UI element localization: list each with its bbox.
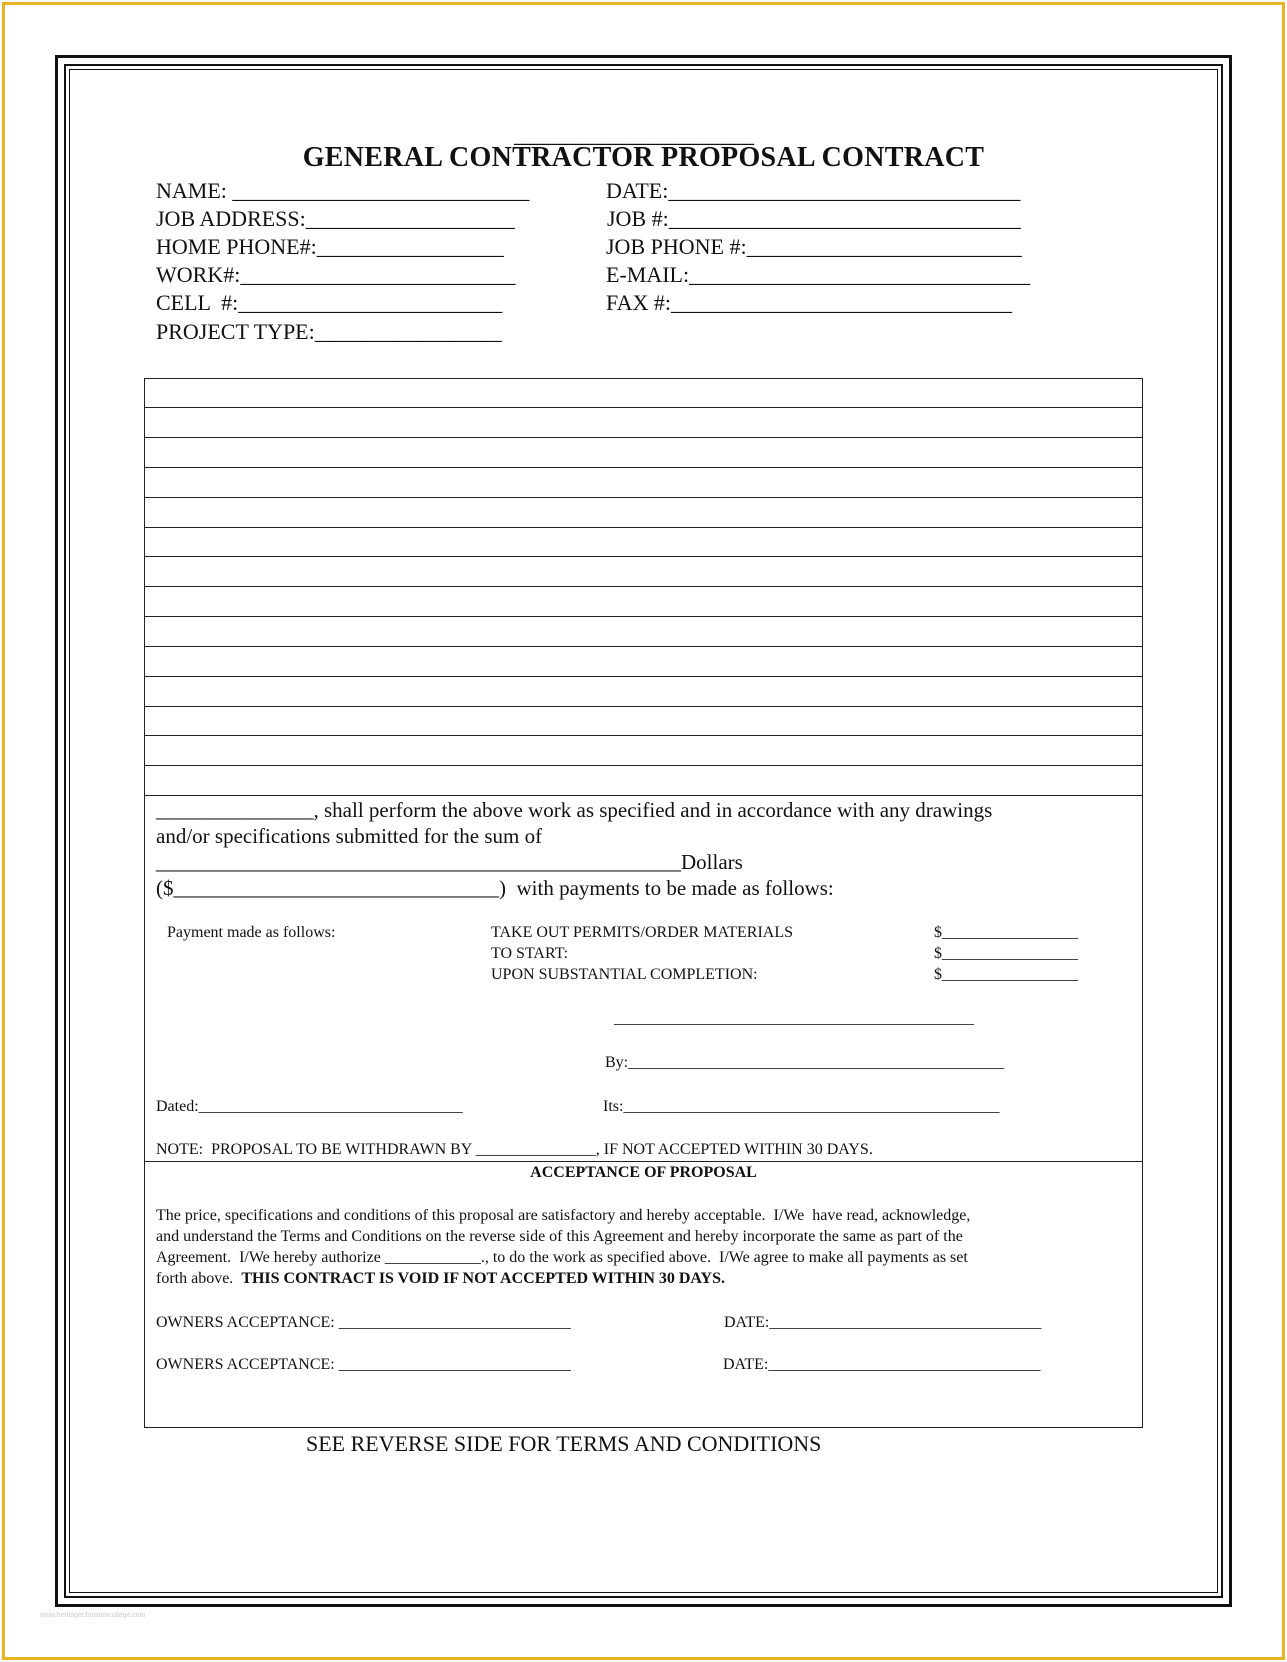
description-line: [144, 706, 1143, 707]
by-line: By:_______________________________________________: [605, 1054, 1005, 1071]
reverse-side-note: SEE REVERSE SIDE FOR TERMS AND CONDITIONS: [306, 1431, 822, 1456]
description-line: [144, 795, 1143, 796]
acceptance-heading: ACCEPTANCE OF PROPOSAL: [530, 1164, 757, 1181]
void-notice: THIS CONTRACT IS VOID IF NOT ACCEPTED WITHIN 30 DAYS.: [241, 1270, 725, 1287]
description-line: [144, 586, 1143, 587]
payment-amount-1: $_________________: [934, 924, 1078, 941]
acceptance-text-plain: forth above.: [156, 1270, 242, 1287]
owners-date-2: DATE:__________________________________: [723, 1356, 1041, 1373]
description-line: [144, 765, 1143, 766]
description-line: [144, 527, 1143, 528]
acceptance-text-line2: and understand the Terms and Conditions on the reverse side of this Agreement and hereby incorporate the same as part of the: [156, 1228, 963, 1245]
job-address-field: JOB ADDRESS:___________________: [156, 206, 515, 231]
cell-field: CELL #:________________________: [156, 290, 503, 315]
acceptance-text-line3: Agreement. I/We hereby authorize ____________., to do the work as specified above. I/We agree to make all payments as set: [156, 1249, 968, 1266]
payments-line: ($_______________________________) with payments to be made as follows:: [156, 876, 834, 900]
description-line: [144, 497, 1143, 498]
page-title: GENERAL CONTRACTOR PROPOSAL CONTRACT: [302, 142, 985, 173]
owners-acceptance-1: OWNERS ACCEPTANCE: _____________________________: [156, 1314, 571, 1331]
description-line: [144, 437, 1143, 438]
dated-line: Dated:_________________________________: [156, 1098, 463, 1115]
job-number-field: JOB #:________________________________: [607, 206, 1021, 231]
home-phone-field: HOME PHONE#:_________________: [156, 234, 504, 259]
description-line: [144, 467, 1143, 468]
payment-item-permits: TAKE OUT PERMITS/ORDER MATERIALS: [491, 924, 793, 941]
description-line: [144, 616, 1143, 617]
acceptance-text-line1: The price, specifications and conditions of this proposal are satisfactory and hereby acceptable. I/We have read, acknowledge,: [156, 1207, 971, 1224]
acceptance-divider: [144, 1161, 1143, 1162]
work-field: WORK#:_________________________: [156, 262, 516, 287]
description-line: [144, 735, 1143, 736]
its-line: Its:_______________________________________________: [603, 1098, 1000, 1115]
description-line: [144, 556, 1143, 557]
watermark: www.heritagechristiancollege.com: [40, 1612, 146, 1619]
description-line: [144, 676, 1143, 677]
job-phone-field: JOB PHONE #:_________________________: [606, 234, 1022, 259]
payment-amount-2: $_________________: [934, 945, 1078, 962]
project-type-field: PROJECT TYPE:_________________: [156, 319, 502, 344]
contractor-signature-line: _____________________________________________: [614, 1010, 974, 1027]
owners-acceptance-2: OWNERS ACCEPTANCE: _____________________________: [156, 1356, 571, 1373]
dollars-line: __________________________________________________Dollars: [156, 850, 743, 874]
date-field: DATE:________________________________: [606, 178, 1021, 203]
title-rule: ____________________: [514, 122, 754, 148]
payment-item-start: TO START:: [491, 945, 569, 962]
withdrawal-note: NOTE: PROPOSAL TO BE WITHDRAWN BY _______________, IF NOT ACCEPTED WITHIN 30 DAYS.: [156, 1141, 873, 1158]
description-line: [144, 407, 1143, 408]
acceptance-text-line4: [156, 1270, 725, 1288]
perform-text-line1: _______________, shall perform the above work as specified and in accordance with any drawings: [156, 798, 993, 822]
payment-label: Payment made as follows:: [167, 924, 336, 941]
payment-amount-3: $_________________: [934, 966, 1078, 983]
description-line: [144, 646, 1143, 647]
fax-field: FAX #:_______________________________: [606, 290, 1012, 315]
email-field: E-MAIL:_______________________________: [606, 262, 1031, 287]
name-field: NAME: ___________________________: [156, 178, 530, 203]
owners-date-1: DATE:__________________________________: [724, 1314, 1042, 1331]
perform-text-line2: and/or specifications submitted for the sum of: [156, 824, 543, 848]
payment-item-completion: UPON SUBSTANTIAL COMPLETION:: [491, 966, 758, 983]
